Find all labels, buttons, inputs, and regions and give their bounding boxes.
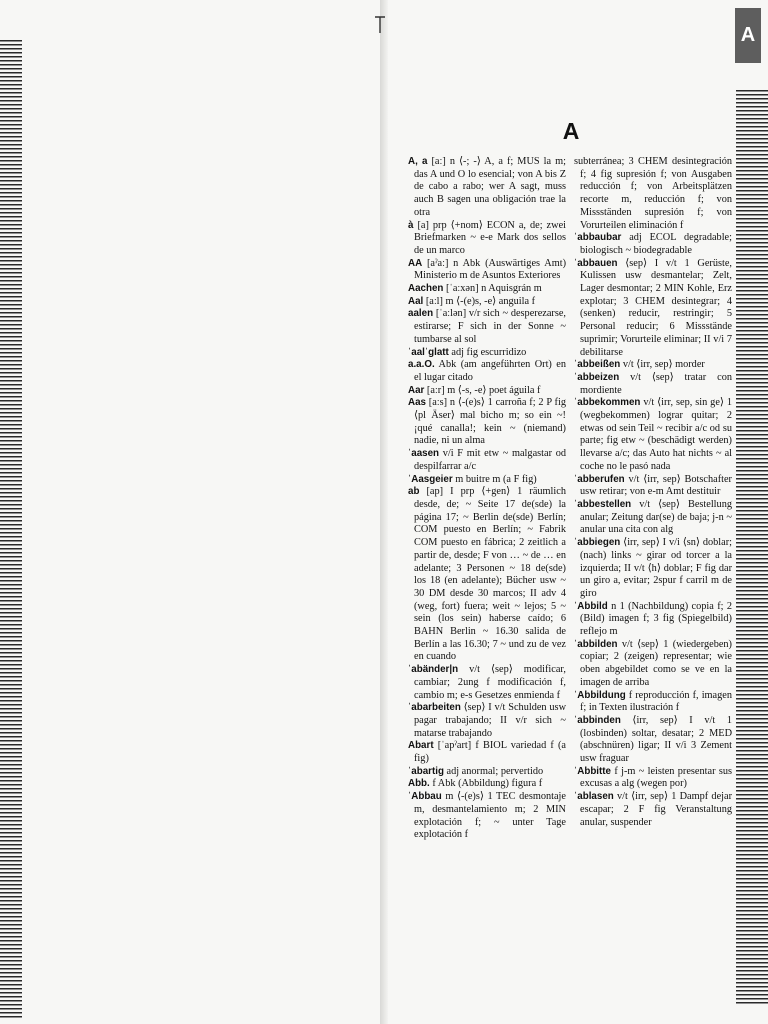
entry-headword: Aas <box>408 397 426 409</box>
entry-headword: ˈabbestellen <box>574 498 632 510</box>
entry-headword: ˈabbeißen <box>574 359 621 371</box>
entry-headword: Aal <box>408 295 424 307</box>
entry-headword: ˈabbauen <box>574 257 618 269</box>
dictionary-entry <box>408 156 566 220</box>
entry-headword: a.a.O. <box>408 359 435 371</box>
dictionary-entry <box>574 766 732 791</box>
entry-headword: ˈaasen <box>408 448 440 460</box>
entry-headword: ˈAasgeier <box>408 473 453 485</box>
entry-definition: [ˈaːxən] n Aquisgrán m <box>443 283 542 295</box>
entry-definition: f j-m ~ leisten presentar sus excusas a alg (wegen por) <box>580 765 732 790</box>
crop-mark-icon <box>374 14 386 34</box>
dictionary-column-right <box>574 156 732 829</box>
entry-headword: ˈabbeizen <box>574 371 620 383</box>
dictionary-entry <box>574 690 732 715</box>
dictionary-entry <box>574 474 732 499</box>
entry-definition: ⟨irr, sep⟩ I v/t 1 (losbinden) soltar, desatar; 2 MED (abschnüren) ligar; II v/i 3 Zement usw fraguar <box>580 714 732 765</box>
entry-definition: [aː] n ⟨-; -⟩ A, a f; MUS la m; das A und O lo esencial; von A bis Z de cabo a rabo; wer A sagt, muss auch B sagen una obligación trae la otra <box>414 156 567 218</box>
entry-headword: Abart <box>408 740 434 752</box>
entry-definition: ⟨sep⟩ I v/t Schulden usw pagar trabajando; II v/r sich ~ matarse trabajando <box>414 702 566 739</box>
dictionary-entry <box>574 359 732 372</box>
entry-definition: [ap] I prp ⟨+gen⟩ 1 räumlich desde, de; ~ Seite 17 de(sde) la página 17; ~ Berlin de(sde) Berlín; COM puesto en Berlín; ~ Fabrik COM puesto en fábrica; 2 zeitlich a partir de, desde; F von … ~ de … en adelante; 3 Personen ~ 18 de(sde) los 18 (en adelante); Bücher usw ~ 30 DM desde 30 marcos; II adv 4 (weg, fort) fuera; weit ~ lejos; 5 ~ sein (los sein) haberse caído; 6 BAHN Berlin ~ 16.30 salida de Berlín a las 16.30; 7 ~ und zu de vez en cuando <box>414 486 566 663</box>
dictionary-entry <box>574 397 732 473</box>
entry-headword: ˈAbbau <box>408 791 442 803</box>
entry-headword: A, a <box>408 156 428 167</box>
entry-headword: ˈabberufen <box>574 473 625 485</box>
entry-definition: [ˈapˀart] f BIOL variedad f (a fig) <box>414 740 566 765</box>
dictionary-entry <box>408 296 566 309</box>
entry-definition: subterránea; 3 CHEM desintegración f; 4 fig supresión f; von Ausgaben reducción f; von Arbeitsplätzen recorte m, reducción f; von Missständen supresión f; von Vorurteilen eliminación f <box>574 156 732 231</box>
entry-definition: v/t ⟨sep⟩ modificar, cambiar; 2ung f modificación f, cambio m; e-s Gesetzes enmienda f <box>414 664 566 701</box>
entry-headword: ˈabbinden <box>574 714 621 726</box>
entry-definition: ⟨irr, sep⟩ I v/i ⟨sn⟩ doblar; (nach) links ~ girar od torcer a la izquierda; II v/t ⟨h⟩ doblar; F fig dar un giro a, evitar; 2spur f carril m de giro <box>580 537 732 599</box>
entry-headword: ˈablasen <box>574 791 614 803</box>
dictionary-entry <box>574 258 732 360</box>
dictionary-entry <box>574 232 732 257</box>
entry-headword: ab <box>408 486 420 498</box>
entry-headword: ˈabbekommen <box>574 397 641 409</box>
dictionary-entry <box>408 474 566 487</box>
entry-headword: AA <box>408 257 423 269</box>
entry-definition: [aːs] n ⟨-(e)s⟩ 1 carroña f; 2 P fig ⟨pl Äser⟩ mal bicho m; so ein ~! ¡qué canalla!; kein ~ (niemand) nadie, ni un alma <box>414 397 566 447</box>
entry-definition: m ⟨-(e)s⟩ 1 TEC desmontaje m, desmantelamiento m; 2 MIN explotación f; ~ unter Tage explotación f <box>414 791 566 841</box>
entry-headword: ˈAbbildung <box>574 689 626 701</box>
entry-definition: ⟨sep⟩ I v/t 1 Gerüste, Kulissen usw desmantelar; Zelt, Lager desmontar; 2 MIN Kohle, Erz explotar; 3 CHEM desintegrar; 4 (senken) reducir, restringir; 5 Personal reducir; 6 Missstände suprimir; Vorurteile eliminar; II v/i 7 debilitarse <box>580 257 732 358</box>
dictionary-entry <box>408 359 566 384</box>
entry-definition: v/t ⟨sep⟩ tratar con mordiente <box>580 371 732 396</box>
entry-headword: ˈabbaubar <box>574 232 622 244</box>
entry-definition: [aˀaː] n Abk (Auswärtiges Amt) Ministerio m de Asuntos Exteriores <box>414 257 566 282</box>
dictionary-entry <box>408 766 566 779</box>
entry-definition: [a] prp ⟨+nom⟩ ECON a, de; zwei Briefmarken ~ e-e Mark dos sellos de un marco <box>413 219 566 256</box>
entry-definition: [aːl] m ⟨-(e)s, -e⟩ anguila f <box>423 295 536 307</box>
dictionary-entry <box>408 347 566 360</box>
dictionary-entry <box>408 220 566 258</box>
entry-headword: ˈAbbild <box>574 600 608 612</box>
entry-headword: ˈAbbitte <box>574 765 612 777</box>
dictionary-column-left <box>408 156 566 842</box>
dictionary-entry <box>408 308 566 346</box>
entry-definition: adj anormal; pervertido <box>443 765 544 777</box>
entry-definition: v/t ⟨irr, sep, sin ge⟩ 1 (wegbekommen) lograr quitar; 2 etwas od sein Teil ~ recibir a/c od su parte; fig etw ~ (beschädigt werden) llevarse a/c; das Auto hat nichts ~ al coche no le pasó nada <box>580 397 732 472</box>
entry-definition: v/t ⟨irr, sep⟩ 1 Dampf dejar escapar; 2 F fig Veranstaltung anular, suspender <box>580 791 732 828</box>
dictionary-entry <box>408 791 566 842</box>
dictionary-entry <box>408 397 566 448</box>
dictionary-entry <box>408 258 566 283</box>
dictionary-entry <box>574 715 732 766</box>
left-page <box>0 0 380 1024</box>
entry-definition: v/t ⟨sep⟩ 1 (wiedergeben) copiar; 2 (zeigen) representar; wie oben abgebildet como se ve en la imagen de arriba <box>580 638 732 688</box>
dictionary-entry <box>574 156 732 232</box>
entry-definition: v/t ⟨sep⟩ Bestellung anular; Zeitung dar(se) de baja; j-n ~ anular una cita con alg <box>580 498 732 536</box>
dictionary-entry <box>574 372 732 397</box>
entry-headword: ˈaalˈglatt <box>408 346 449 358</box>
dictionary-entry <box>574 537 732 601</box>
entry-headword: à <box>408 219 414 231</box>
entry-definition: [ˈaːlən] v/r sich ~ desperezarse, estirarse; F sich in der Sonne ~ tumbarse al sol <box>414 308 566 345</box>
entry-definition: f reproducción f, imagen f; in Texten ilustración f <box>580 689 732 714</box>
dictionary-entry <box>574 791 732 829</box>
entry-definition: v/t ⟨irr, sep⟩ Botschafter usw retirar; von e-m Amt destituir <box>580 473 732 498</box>
dictionary-entry <box>574 499 732 537</box>
book-gutter <box>380 0 388 1024</box>
entry-headword: ˈabänder|n <box>408 664 459 676</box>
right-thumb-index-edge <box>736 90 768 1005</box>
entry-definition: v/t ⟨irr, sep⟩ morder <box>620 359 705 371</box>
dictionary-entry <box>408 385 566 398</box>
left-thumb-index-edge <box>0 40 22 1020</box>
dictionary-entry <box>408 486 566 664</box>
dictionary-entry <box>408 740 566 765</box>
entry-headword: Abb. <box>408 778 430 790</box>
entry-headword: ˈabbilden <box>574 638 618 650</box>
entry-definition: adj ECOL degradable; biologisch ~ biodegradable <box>580 232 732 256</box>
entry-headword: aalen <box>408 308 434 320</box>
thumb-index-tab[interactable]: A <box>735 8 761 63</box>
dictionary-entry <box>408 448 566 473</box>
entry-definition: adj fig escurridizo <box>448 346 527 358</box>
section-letter-heading: A <box>562 118 580 144</box>
entry-definition: f Abk (Abbildung) figura f <box>429 778 543 790</box>
entry-headword: Aar <box>408 384 425 396</box>
entry-headword: ˈabbiegen <box>574 537 621 549</box>
entry-definition: Abk (am angeführten Ort) en el lugar citado <box>414 359 566 383</box>
entry-definition: n 1 (Nachbildung) copia f; 2 (Bild) imagen f; 3 fig (Spiegelbild) reflejo m <box>580 600 732 638</box>
dictionary-entry <box>408 778 566 791</box>
dictionary-entry <box>574 639 732 690</box>
entry-definition: m buitre m (a F fig) <box>452 473 537 485</box>
dictionary-entry <box>408 702 566 740</box>
entry-headword: Aachen <box>408 283 444 295</box>
entry-definition: [aːr] m ⟨-s, -e⟩ poet águila f <box>424 384 541 396</box>
entry-headword: ˈabartig <box>408 765 444 777</box>
dictionary-entry <box>574 601 732 639</box>
entry-definition: v/i F mit etw ~ malgastar od despilfarrar a/c <box>414 448 566 472</box>
dictionary-entry <box>408 283 566 296</box>
dictionary-entry <box>408 664 566 702</box>
entry-headword: ˈabarbeiten <box>408 702 461 714</box>
